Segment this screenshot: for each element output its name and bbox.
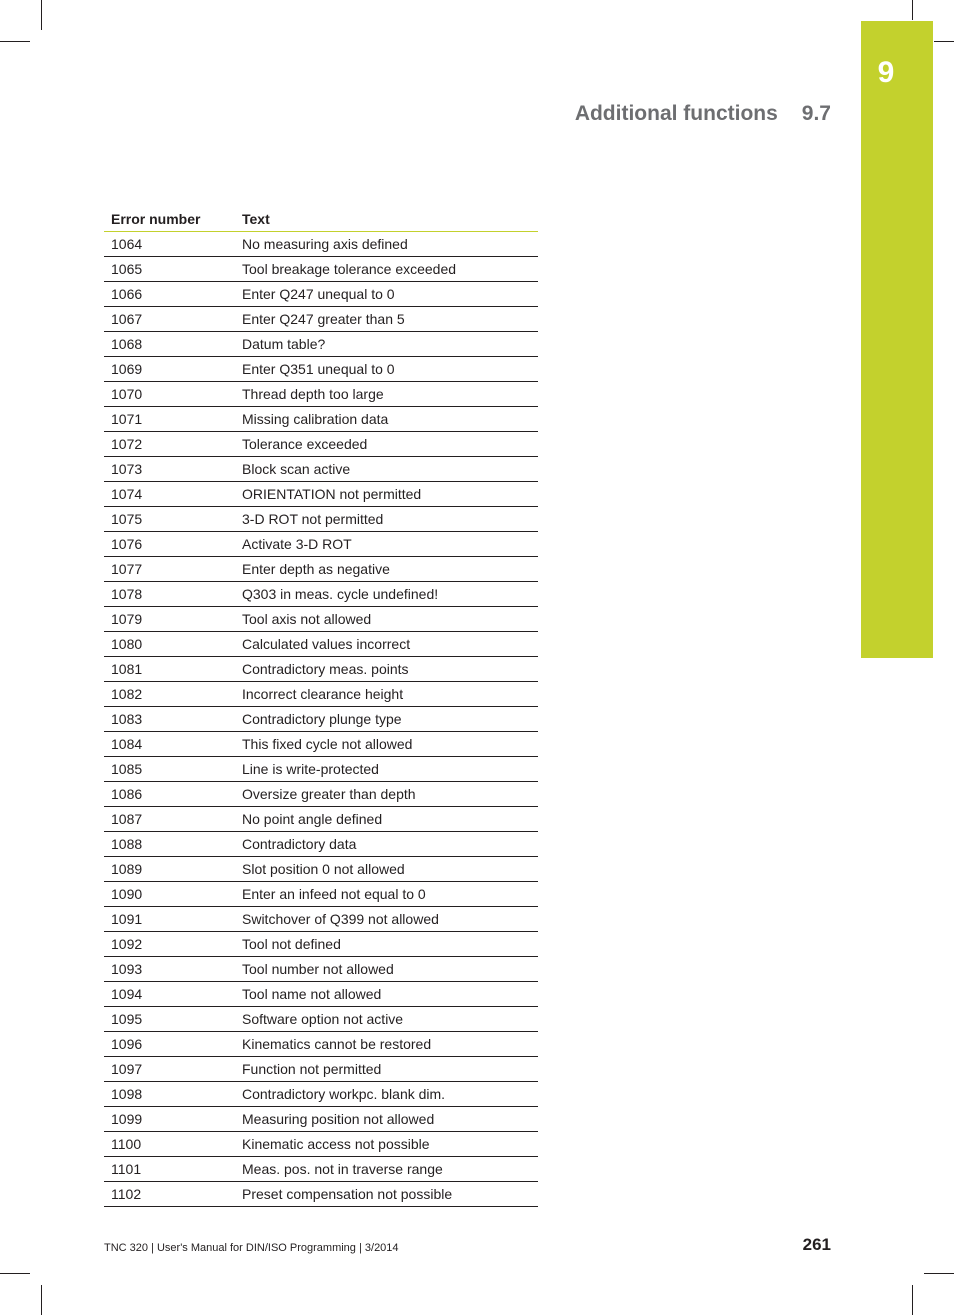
table-row <box>104 1032 538 1057</box>
error-number-cell: 1084 <box>104 732 235 757</box>
error-number-cell: 1100 <box>104 1132 235 1157</box>
table-row <box>104 1182 538 1207</box>
crop-mark <box>934 41 954 42</box>
error-number-cell: 1094 <box>104 982 235 1007</box>
error-text-cell: Contradictory data <box>235 832 538 857</box>
error-number-cell: 1102 <box>104 1182 235 1207</box>
footer-text: TNC 320 | User's Manual for DIN/ISO Programming | 3/2014 <box>104 1242 399 1254</box>
error-number-cell: 1096 <box>104 1032 235 1057</box>
error-number-cell: 1082 <box>104 682 235 707</box>
error-number-cell: 1065 <box>104 257 235 282</box>
crop-mark <box>912 0 913 20</box>
table-row <box>104 607 538 632</box>
table-row <box>104 632 538 657</box>
error-text-cell: Enter Q247 greater than 5 <box>235 307 538 332</box>
error-text-cell: Contradictory workpc. blank dim. <box>235 1082 538 1107</box>
table-row <box>104 457 538 482</box>
table-row <box>104 807 538 832</box>
error-text-cell: Enter Q351 unequal to 0 <box>235 357 538 382</box>
error-number-cell: 1098 <box>104 1082 235 1107</box>
error-text-cell: Q303 in meas. cycle undefined! <box>235 582 538 607</box>
error-number-cell: 1092 <box>104 932 235 957</box>
crop-mark <box>41 0 42 30</box>
table-row <box>104 682 538 707</box>
error-number-cell: 1072 <box>104 432 235 457</box>
error-number-cell: 1089 <box>104 857 235 882</box>
error-text-cell: No point angle defined <box>235 807 538 832</box>
error-text-cell: Calculated values incorrect <box>235 632 538 657</box>
error-number-cell: 1076 <box>104 532 235 557</box>
error-number-cell: 1093 <box>104 957 235 982</box>
table-row <box>104 907 538 932</box>
error-number-cell: 1090 <box>104 882 235 907</box>
table-row <box>104 1132 538 1157</box>
crop-mark <box>912 1285 913 1315</box>
table-row <box>104 882 538 907</box>
crop-mark <box>0 41 30 42</box>
crop-mark <box>0 1273 30 1274</box>
page-header <box>575 102 831 126</box>
table-row <box>104 257 538 282</box>
page-number: 261 <box>802 1235 831 1254</box>
error-table <box>104 207 538 1207</box>
error-number-cell: 1071 <box>104 407 235 432</box>
error-text-cell: Tool name not allowed <box>235 982 538 1007</box>
table-row <box>104 357 538 382</box>
error-number-cell: 1073 <box>104 457 235 482</box>
table-row <box>104 932 538 957</box>
error-text-cell: Enter an infeed not equal to 0 <box>235 882 538 907</box>
error-text-cell: Measuring position not allowed <box>235 1107 538 1132</box>
error-text-cell: Tolerance exceeded <box>235 432 538 457</box>
table-row <box>104 1082 538 1107</box>
error-number-cell: 1074 <box>104 482 235 507</box>
column-header-error-number: Error number <box>104 207 235 232</box>
table-row <box>104 1007 538 1032</box>
table-row <box>104 407 538 432</box>
error-number-cell: 1068 <box>104 332 235 357</box>
error-number-cell: 1067 <box>104 307 235 332</box>
error-number-cell: 1077 <box>104 557 235 582</box>
table-row <box>104 1107 538 1132</box>
table-row <box>104 557 538 582</box>
error-number-cell: 1095 <box>104 1007 235 1032</box>
table-row <box>104 582 538 607</box>
error-number-cell: 1088 <box>104 832 235 857</box>
error-text-cell: Contradictory meas. points <box>235 657 538 682</box>
error-text-cell: Oversize greater than depth <box>235 782 538 807</box>
table-row <box>104 1157 538 1182</box>
error-text-cell: Incorrect clearance height <box>235 682 538 707</box>
header-title: Additional functions <box>574 102 778 125</box>
table-row <box>104 657 538 682</box>
table-row <box>104 1057 538 1082</box>
column-header-text: Text <box>235 207 538 232</box>
error-number-cell: 1085 <box>104 757 235 782</box>
error-text-cell: Software option not active <box>235 1007 538 1032</box>
error-text-cell: Missing calibration data <box>235 407 538 432</box>
error-text-cell: Datum table? <box>235 332 538 357</box>
error-number-cell: 1080 <box>104 632 235 657</box>
error-number-cell: 1075 <box>104 507 235 532</box>
table-row <box>104 282 538 307</box>
table-row <box>104 432 538 457</box>
error-number-cell: 1079 <box>104 607 235 632</box>
crop-mark <box>41 1285 42 1315</box>
error-text-cell: Function not permitted <box>235 1057 538 1082</box>
error-text-cell: Preset compensation not possible <box>235 1182 538 1207</box>
table-row <box>104 757 538 782</box>
chapter-number: 9 <box>877 56 895 89</box>
error-number-cell: 1066 <box>104 282 235 307</box>
error-text-cell: This fixed cycle not allowed <box>235 732 538 757</box>
table-row <box>104 957 538 982</box>
error-text-cell: Contradictory plunge type <box>235 707 538 732</box>
table-row <box>104 707 538 732</box>
table-row <box>104 782 538 807</box>
error-text-cell: Activate 3-D ROT <box>235 532 538 557</box>
error-text-cell: No measuring axis defined <box>235 232 538 257</box>
table-row <box>104 982 538 1007</box>
crop-mark <box>924 1273 954 1274</box>
error-text-cell: Thread depth too large <box>235 382 538 407</box>
table-row <box>104 332 538 357</box>
table-row <box>104 482 538 507</box>
error-text-cell: Tool axis not allowed <box>235 607 538 632</box>
error-number-cell: 1070 <box>104 382 235 407</box>
error-text-cell: Tool breakage tolerance exceeded <box>235 257 538 282</box>
error-number-cell: 1083 <box>104 707 235 732</box>
error-text-cell: Kinematics cannot be restored <box>235 1032 538 1057</box>
table-row <box>104 857 538 882</box>
error-number-cell: 1101 <box>104 1157 235 1182</box>
error-text-cell: Slot position 0 not allowed <box>235 857 538 882</box>
table-row <box>104 232 538 257</box>
error-number-cell: 1064 <box>104 232 235 257</box>
error-number-cell: 1097 <box>104 1057 235 1082</box>
error-number-cell: 1078 <box>104 582 235 607</box>
error-text-cell: Switchover of Q399 not allowed <box>235 907 538 932</box>
table-row <box>104 307 538 332</box>
error-text-cell: ORIENTATION not permitted <box>235 482 538 507</box>
error-text-cell: Tool not defined <box>235 932 538 957</box>
error-number-cell: 1086 <box>104 782 235 807</box>
error-text-cell: Tool number not allowed <box>235 957 538 982</box>
table-row <box>104 532 538 557</box>
table-row <box>104 732 538 757</box>
error-number-cell: 1069 <box>104 357 235 382</box>
error-text-cell: Enter depth as negative <box>235 557 538 582</box>
error-text-cell: Block scan active <box>235 457 538 482</box>
chapter-tab <box>861 21 933 658</box>
error-text-cell: Line is write-protected <box>235 757 538 782</box>
header-section: 9.7 <box>801 102 831 125</box>
error-number-cell: 1091 <box>104 907 235 932</box>
table-header-row <box>104 207 538 232</box>
error-text-cell: Enter Q247 unequal to 0 <box>235 282 538 307</box>
error-number-cell: 1081 <box>104 657 235 682</box>
error-number-cell: 1099 <box>104 1107 235 1132</box>
table-row <box>104 382 538 407</box>
error-text-cell: Meas. pos. not in traverse range <box>235 1157 538 1182</box>
table-row <box>104 832 538 857</box>
table-row <box>104 507 538 532</box>
error-text-cell: Kinematic access not possible <box>235 1132 538 1157</box>
error-number-cell: 1087 <box>104 807 235 832</box>
error-text-cell: 3-D ROT not permitted <box>235 507 538 532</box>
